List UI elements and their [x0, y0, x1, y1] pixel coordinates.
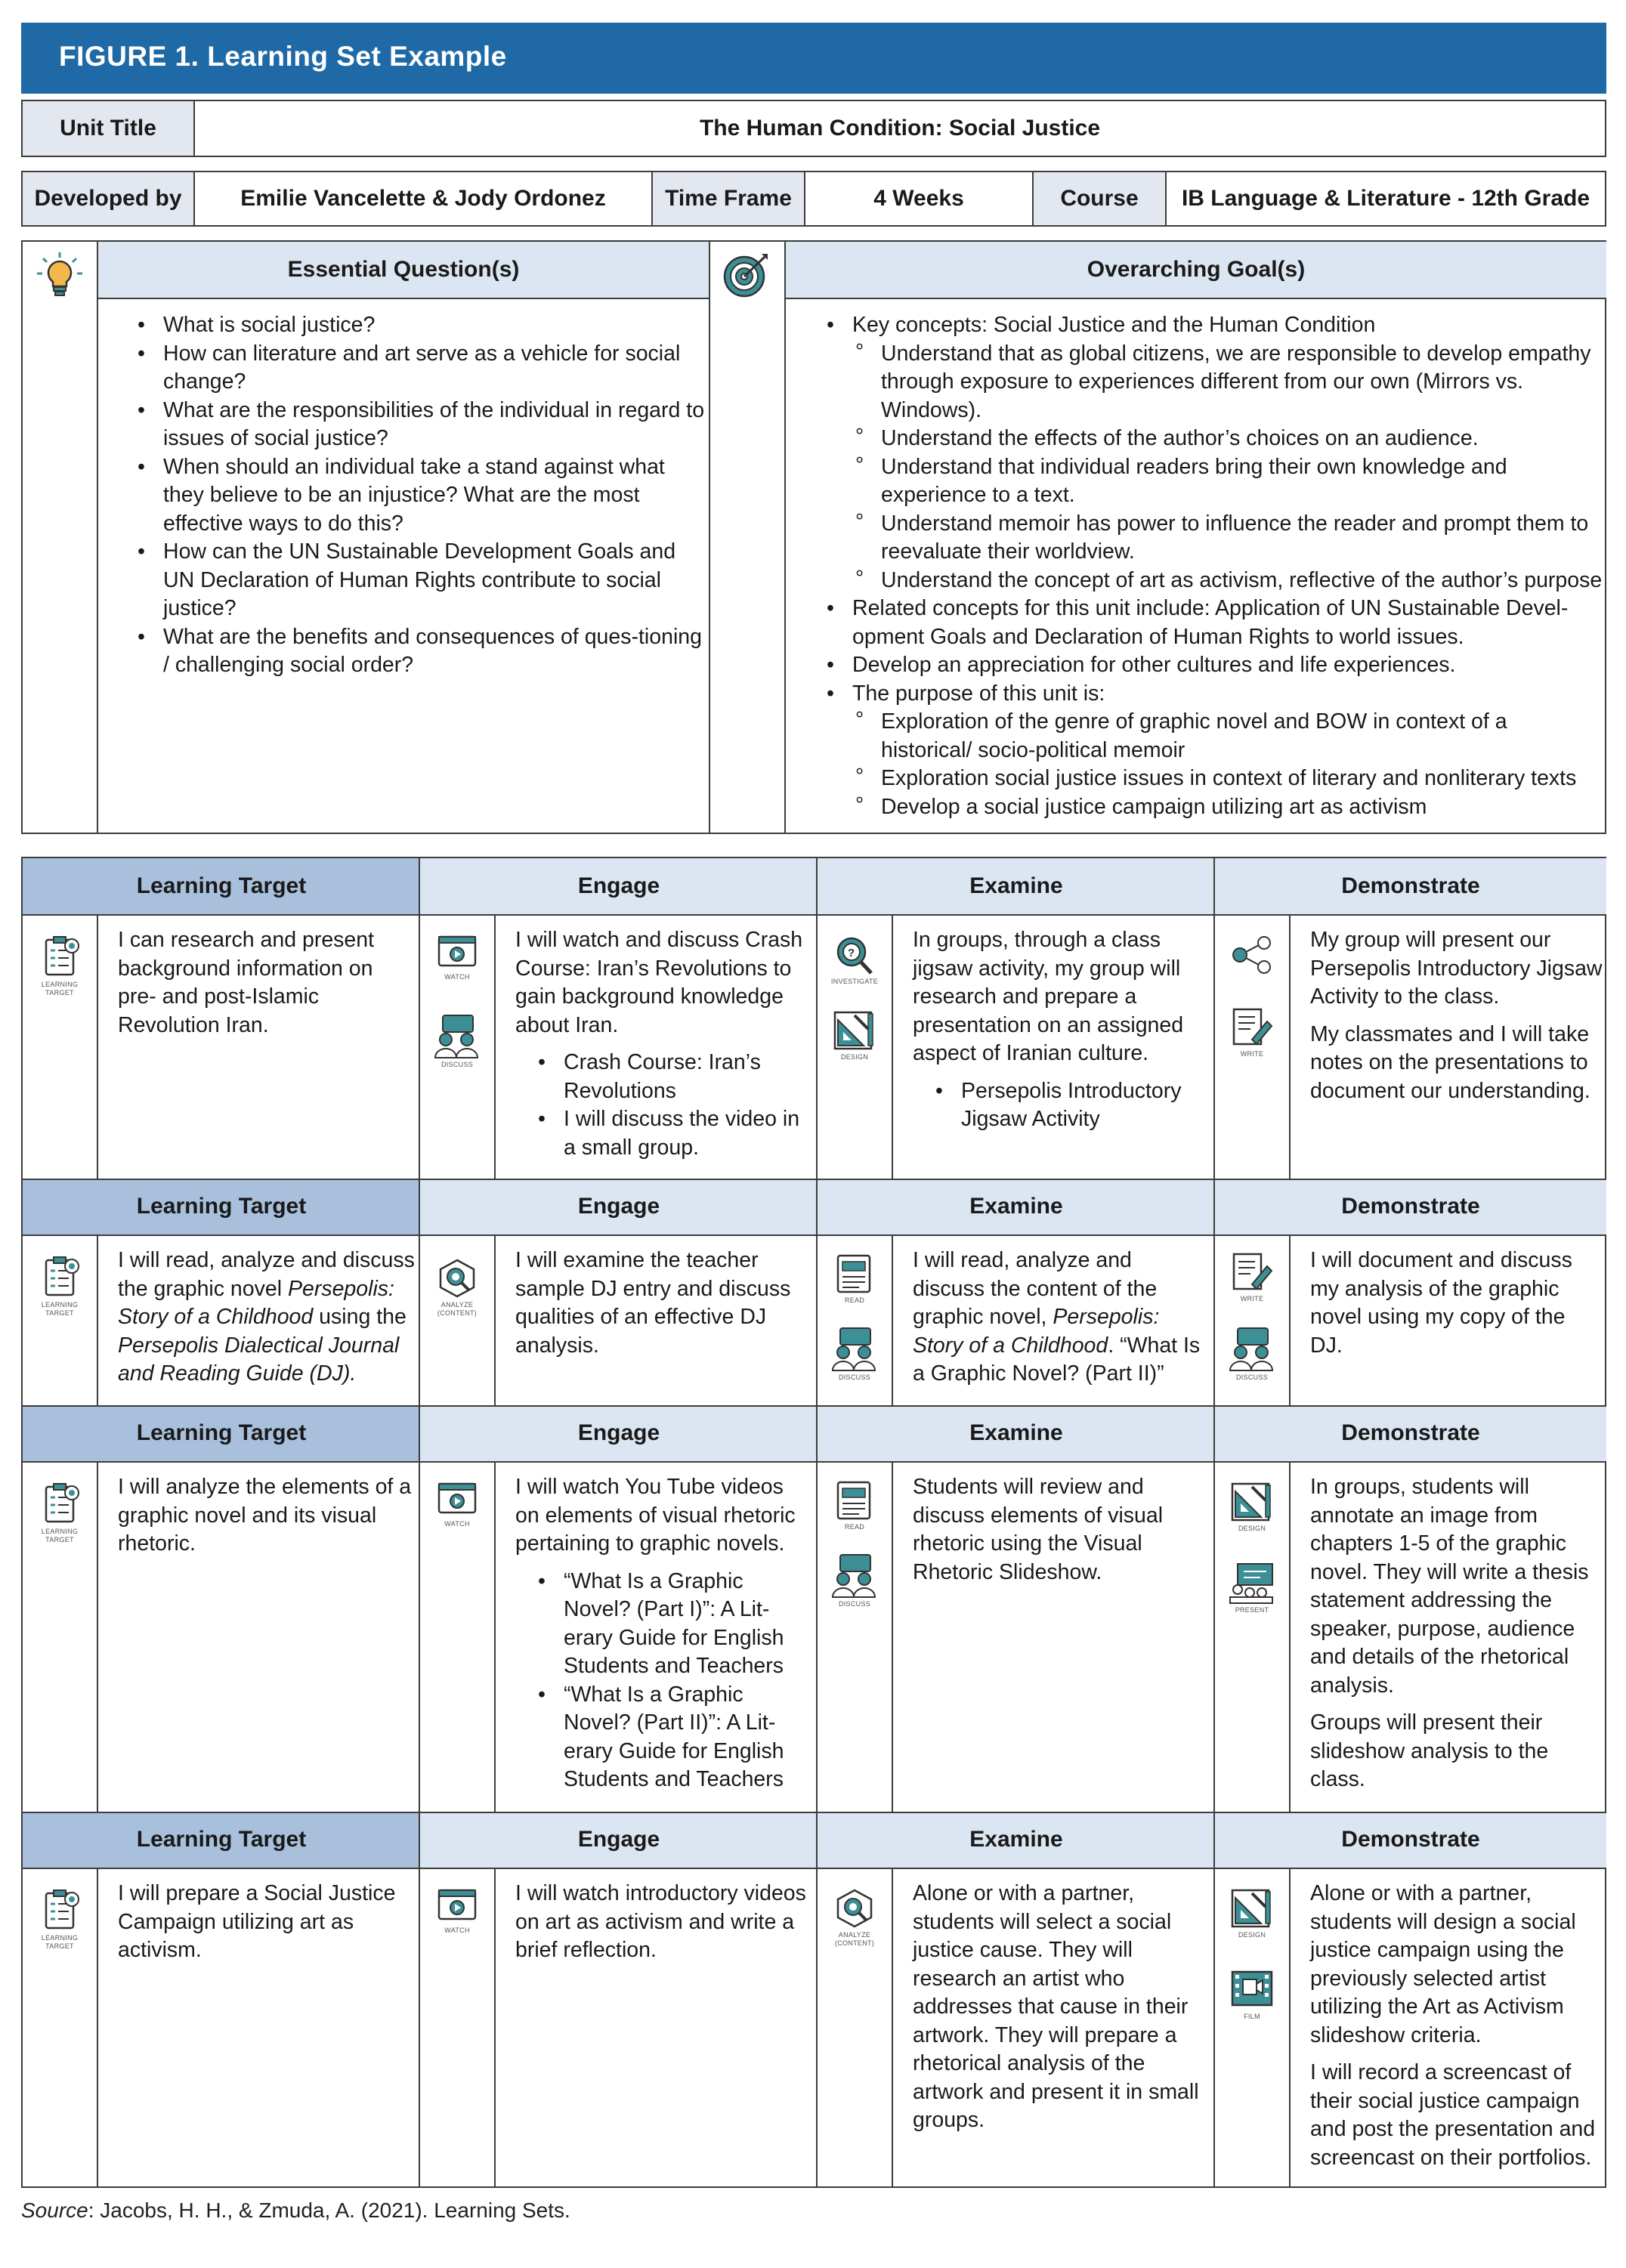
row2-learning-target [118, 1247, 417, 1389]
essential-question: • What is social justice? [163, 311, 706, 340]
design-icon [1221, 1481, 1283, 1533]
unit-title-label: Unit Title [22, 100, 194, 156]
essential-questions [131, 311, 706, 680]
icon-caption: INVESTIGATE [830, 978, 879, 985]
header-examine: Examine [969, 1827, 1063, 1852]
analyze-icon [426, 1257, 488, 1318]
row1-learning-target: I can research and present background information on pre- and post-Islamic Revolution Iran. [118, 928, 375, 1037]
questions-goals-block [21, 240, 1606, 834]
developed-by-label: Developed by [22, 171, 194, 226]
header-demonstrate: Demonstrate [1341, 873, 1480, 898]
learning-target-icon [29, 934, 91, 997]
icon-caption: WATCH [444, 1927, 470, 1934]
developed-by-value: Emilie Vancelette & Jody Ordonez [194, 171, 652, 226]
icon-caption: DISCUSS [838, 1373, 871, 1381]
icon-caption: WRITE [1240, 1295, 1264, 1302]
row3-examine: Students will review and discuss elements of visual rhetoric using the Visual Rhetoric Slideshow. [913, 1475, 1164, 1584]
source-citation [21, 2198, 570, 2223]
time-frame-value: 4 Weeks [805, 171, 1033, 226]
goal-subitem: ° Understand the effects of the author’s choices on an audience. [881, 425, 1603, 453]
icon-caption: LEARNING TARGET [41, 981, 79, 996]
read-icon [824, 1254, 886, 1305]
header-demonstrate: Demonstrate [1341, 1827, 1480, 1852]
essential-question: • How can the UN Sustainable Development Goals and UN Declaration of Human Rights contribute to social justice? [163, 538, 706, 623]
row4-demonstrate [1310, 1880, 1603, 2181]
demonstrate-text: Alone or with a partner, students will design a social justice campaign using the previously selected artist utilizing the Art as Activism slideshow criteria. [1310, 1881, 1576, 2047]
icon-caption: READ [844, 1523, 865, 1531]
row3-engage [515, 1473, 811, 1794]
icon-caption: DESIGN [1238, 1525, 1266, 1532]
row4-engage: I will watch introductory videos on art as activism and write a brief reflection. [515, 1881, 806, 1962]
header-engage: Engage [577, 1420, 660, 1445]
goal-subitem: ° Develop a social justice campaign utilizing art as activism [881, 793, 1603, 822]
unit-meta-table [21, 171, 1606, 227]
unit-title-table [21, 100, 1606, 157]
present-icon [1221, 1562, 1283, 1614]
goals-header: Overarching Goal(s) [1087, 257, 1306, 282]
demonstrate-text: Groups will present their slideshow analysis to the class. [1310, 1710, 1549, 1791]
write-icon [1221, 1251, 1283, 1303]
target-text: I will read, analyze and discuss the graphic novel [118, 1248, 415, 1301]
header-examine: Examine [969, 873, 1063, 898]
engage-list-item: • “What Is a Graphic Novel? (Part I)”: A Lit-erary Guide for English Students and Teachers [564, 1568, 811, 1681]
header-learning-target: Learning Target [136, 1194, 307, 1219]
goal-item: Key concepts: Social Justice and the Human Condition [852, 313, 1376, 337]
goal-subitem: ° Exploration of the genre of graphic novel and BOW in context of a historical/ socio-political memoir [881, 708, 1603, 765]
design-icon [824, 1009, 886, 1061]
essential-header: Essential Question(s) [287, 257, 520, 282]
lightbulb-icon [29, 251, 91, 299]
discuss-icon [824, 1327, 886, 1382]
row1-examine [913, 926, 1209, 1134]
row4-examine: Alone or with a partner, students will select a social justice cause. They will research an artist who addresses that cause in their artwork. They will prepare a rhetorical analysis of the artwork and present it in small groups. [913, 1881, 1199, 2132]
share-network-icon [1221, 934, 1283, 976]
icon-caption: DISCUSS [838, 1600, 871, 1608]
engage-list-item: • Crash Course: Iran’s Revolutions [564, 1049, 811, 1105]
row2-engage: I will examine the teacher sample DJ entry and discuss qualities of an effective DJ analysis. [515, 1248, 791, 1358]
discuss-icon [1221, 1327, 1283, 1382]
analyze-icon [824, 1887, 886, 1948]
source-text: : Jacobs, H. H., & Zmuda, A. (2021). Learning Sets. [88, 2198, 570, 2222]
examine-text: In groups, through a class jigsaw activity, my group will research and prepare a presentation on an assigned aspect of Iranian culture. [913, 928, 1184, 1065]
investigate-icon [824, 934, 886, 986]
icon-caption: ANALYZE (CONTENT) [437, 1301, 478, 1317]
icon-caption: DESIGN [1238, 1931, 1266, 1939]
watch-icon [426, 934, 488, 981]
goal-subitem: ° Understand memoir has power to influence the reader and prompt them to reevaluate their worldview. [881, 510, 1603, 567]
row4-learning-target: I will prepare a Social Justice Campaign utilizing art as activism. [118, 1881, 396, 1962]
film-icon [1221, 1969, 1283, 2021]
write-icon [1221, 1006, 1283, 1058]
header-demonstrate: Demonstrate [1341, 1194, 1480, 1219]
goal-item: • Related concepts for this unit include: Application of UN Sustainable Devel-opment Goals and Declaration of Human Rights to world issues. [852, 595, 1603, 651]
design-icon [1221, 1887, 1283, 1939]
goal-item: The purpose of this unit is: [852, 681, 1105, 706]
engage-list-item: • “What Is a Graphic Novel? (Part II)”: A Lit-erary Guide for English Students and Teachers [564, 1681, 811, 1794]
demonstrate-text: My group will present our Persepolis Introductory Jigsaw Activity to the class. [1310, 928, 1603, 1009]
icon-caption: WATCH [444, 973, 470, 981]
learning-target-icon [29, 1254, 91, 1318]
header-learning-target: Learning Target [136, 873, 307, 898]
essential-question: • What are the benefits and consequences of ques-tioning / challenging social order? [163, 623, 706, 680]
overarching-goals [821, 311, 1603, 821]
book-title: Persepolis: Story of a Childhood [913, 1305, 1160, 1358]
engage-text: I will watch You Tube videos on elements of visual rhetoric pertaining to graphic novels. [515, 1475, 796, 1556]
learning-target-icon [29, 1887, 91, 1951]
discuss-icon [824, 1553, 886, 1608]
goal-subitem: ° Exploration social justice issues in context of literary and nonliterary texts [881, 765, 1603, 793]
icon-caption: LEARNING TARGET [41, 1934, 79, 1950]
icon-caption: DISCUSS [441, 1061, 474, 1068]
row1-engage [515, 926, 811, 1162]
header-examine: Examine [969, 1420, 1063, 1445]
course-label: Course [1033, 171, 1166, 226]
icon-caption: READ [844, 1296, 865, 1304]
header-engage: Engage [577, 873, 660, 898]
course-value: IB Language & Literature - 12th Grade [1166, 171, 1606, 226]
learning-set-grid [21, 857, 1606, 2188]
row1-demonstrate [1310, 926, 1603, 1114]
goal-subitem: ° Understand that as global citizens, we are responsible to develop empathy through exposure to experiences different from our own (Mirrors vs. Windows). [881, 340, 1603, 425]
header-learning-target: Learning Target [136, 1420, 307, 1445]
engage-text: I will watch and discuss Crash Course: Iran’s Revolutions to gain background knowledge about Iran. [515, 928, 803, 1037]
row3-learning-target: I will analyze the elements of a graphic novel and its visual rhetoric. [118, 1475, 412, 1556]
icon-caption: FILM [1244, 2013, 1260, 2020]
target-text: using the [313, 1305, 406, 1329]
goal-item: • Develop an appreciation for other cultures and life experiences. [852, 651, 1603, 680]
row2-demonstrate: I will document and discuss my analysis of the graphic novel using my copy of the DJ. [1310, 1248, 1572, 1358]
demonstrate-text: My classmates and I will take notes on the presentations to document our understanding. [1310, 1021, 1590, 1103]
icon-caption: DISCUSS [1235, 1373, 1269, 1381]
svg-text:?: ? [848, 947, 855, 959]
watch-icon [426, 1481, 488, 1528]
learning-target-icon [29, 1481, 91, 1544]
time-frame-label: Time Frame [652, 171, 805, 226]
header-engage: Engage [577, 1827, 660, 1852]
row2-examine [913, 1247, 1209, 1389]
icon-caption: LEARNING TARGET [41, 1528, 79, 1543]
header-learning-target: Learning Target [136, 1827, 307, 1852]
demonstrate-text: In groups, students will annotate an image from chapters 1-5 of the graphic novel. They will write a thesis statement addressing the speaker, purpose, audience and details of the rhetorical analysis. [1310, 1475, 1589, 1698]
row3-demonstrate [1310, 1473, 1603, 1803]
examine-text: I will read, analyze and discuss the content of the graphic novel, [913, 1248, 1158, 1329]
header-engage: Engage [577, 1194, 660, 1219]
demonstrate-text: I will record a screencast of their social justice campaign and post the presentation and screencast on their portfolios. [1310, 2060, 1596, 2170]
goal-subitem: ° Understand the concept of art as activism, reflective of the author’s purpose [881, 567, 1603, 595]
icon-caption: DESIGN [840, 1053, 869, 1061]
header-demonstrate: Demonstrate [1341, 1420, 1480, 1445]
essential-question: • How can literature and art serve as a vehicle for social change? [163, 340, 706, 397]
icon-caption: LEARNING TARGET [41, 1301, 79, 1317]
goal-subitem: ° Understand that individual readers bring their own knowledge and experience to a text. [881, 453, 1603, 510]
journal-title: Persepolis Dialectical Journal and Reading Guide (DJ). [118, 1333, 400, 1386]
essential-question: • What are the responsibilities of the individual in regard to issues of social justice? [163, 397, 706, 453]
target-goal-icon [715, 251, 777, 299]
examine-list-item: • Persepolis Introductory Jigsaw Activity [961, 1077, 1209, 1134]
figure-title: FIGURE 1. Learning Set Example [59, 41, 507, 72]
header-examine: Examine [969, 1194, 1063, 1219]
engage-list-item: • I will discuss the video in a small group. [564, 1105, 811, 1162]
source-label: Source [21, 2198, 88, 2222]
discuss-icon [426, 1014, 488, 1069]
book-title: Persepolis: Story of a Childhood [118, 1276, 394, 1329]
icon-caption: ANALYZE (CONTENT) [834, 1931, 875, 1947]
watch-icon [426, 1887, 488, 1935]
icon-caption: WATCH [444, 1520, 470, 1528]
essential-question: • When should an individual take a stand against what they believe to be an injustice? What are the most effective ways to do this? [163, 453, 706, 539]
figure-banner [21, 23, 1606, 94]
examine-text: . “What Is a Graphic Novel? (Part II)” [913, 1333, 1201, 1386]
read-icon [824, 1481, 886, 1531]
unit-title-value: The Human Condition: Social Justice [194, 100, 1606, 156]
icon-caption: PRESENT [1235, 1606, 1269, 1614]
icon-caption: WRITE [1240, 1050, 1264, 1058]
